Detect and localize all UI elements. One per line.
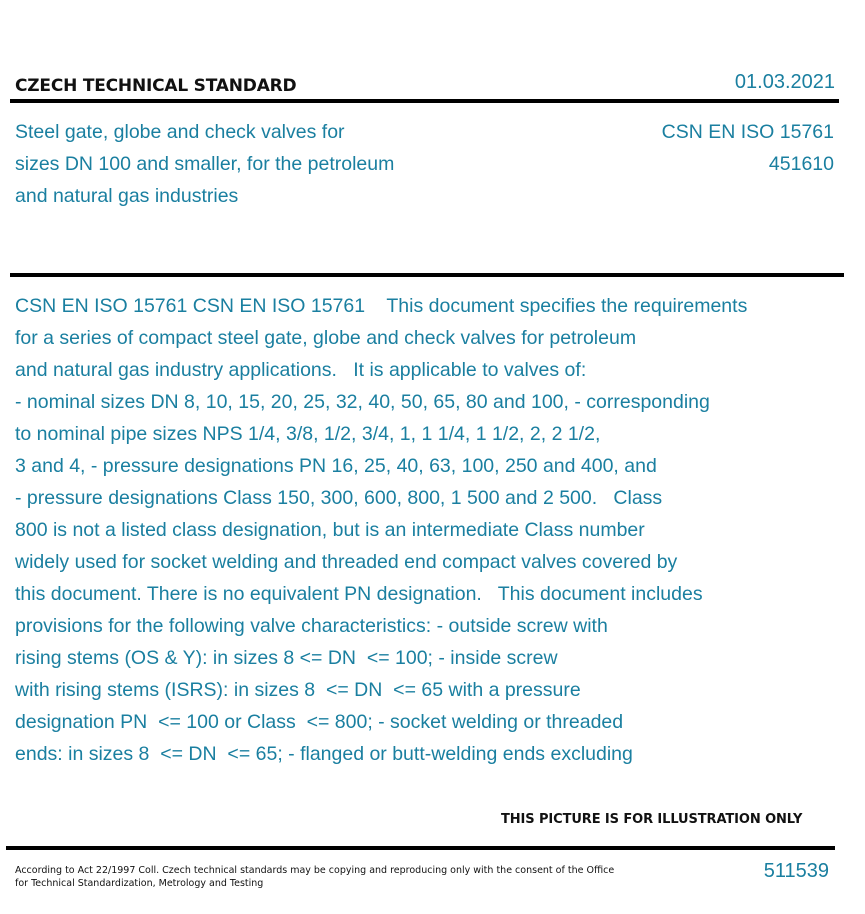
standard-title-line: sizes DN 100 and smaller, for the petroleum [15, 153, 395, 175]
footer-divider [6, 846, 835, 850]
standard-type-heading: CZECH TECHNICAL STANDARD [15, 76, 297, 96]
abstract-line: ends: in sizes 8 <= DN <= 65; - flanged or butt-welding ends excluding [15, 743, 633, 765]
abstract-line: provisions for the following valve characteristics: - outside screw with [15, 615, 608, 637]
class-number: 451610 [768, 153, 834, 175]
publication-date: 01.03.2021 [734, 71, 835, 93]
abstract-text [15, 290, 850, 770]
legal-notice-line: for Technical Standardization, Metrology and Testing [15, 878, 264, 889]
abstract-line: with rising stems (ISRS): in sizes 8 <= DN <= 65 with a pressure [15, 679, 581, 701]
abstract-line: and natural gas industry applications. It is applicable to valves of: [15, 359, 587, 381]
abstract-line: 800 is not a listed class designation, but is an intermediate Class number [15, 519, 645, 541]
standard-title-line: Steel gate, globe and check valves for [15, 121, 345, 143]
standard-title-line: and natural gas industries [15, 185, 239, 207]
abstract-line: rising stems (OS & Y): in sizes 8 <= DN <= 100; - inside screw [15, 647, 558, 669]
abstract-line: 3 and 4, - pressure designations PN 16, 25, 40, 63, 100, 250 and 400, and [15, 455, 657, 477]
illustration-note: THIS PICTURE IS FOR ILLUSTRATION ONLY [501, 812, 803, 827]
legal-notice [15, 864, 615, 890]
abstract-line: - nominal sizes DN 8, 10, 15, 20, 25, 32, 40, 50, 65, 80 and 100, - corresponding [15, 391, 710, 413]
legal-notice-line: According to Act 22/1997 Coll. Czech technical standards may be copying and reproducing only with the consent of the Office [15, 865, 615, 876]
abstract-line: for a series of compact steel gate, globe and check valves for petroleum [15, 327, 637, 349]
abstract-line: widely used for socket welding and threaded end compact valves covered by [15, 551, 678, 573]
title-divider [10, 273, 844, 277]
abstract-line: this document. There is no equivalent PN designation. This document includes [15, 583, 703, 605]
abstract-line: - pressure designations Class 150, 300, 600, 800, 1 500 and 2 500. Class [15, 487, 663, 509]
abstract-line: CSN EN ISO 15761 CSN EN ISO 15761 This document specifies the requirements [15, 295, 748, 317]
standard-title [15, 116, 394, 212]
standard-code: CSN EN ISO 15761 [661, 121, 834, 143]
header-divider [10, 99, 839, 103]
standard-codes [662, 116, 834, 180]
abstract-line: designation PN <= 100 or Class <= 800; - socket welding or threaded [15, 711, 624, 733]
document-number: 511539 [763, 860, 829, 882]
abstract-line: to nominal pipe sizes NPS 1/4, 3/8, 1/2, 3/4, 1, 1 1/4, 1 1/2, 2, 2 1/2, [15, 423, 601, 445]
